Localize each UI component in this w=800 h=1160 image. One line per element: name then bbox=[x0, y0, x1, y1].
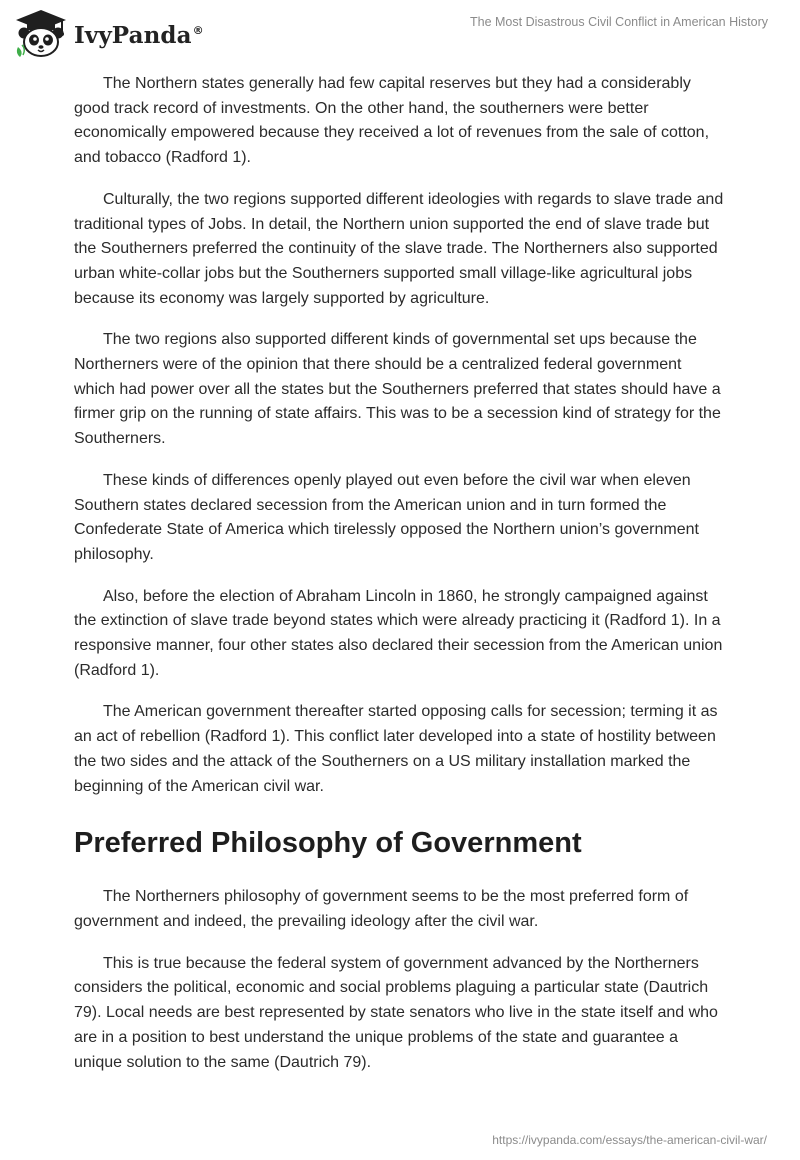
registered-mark: ® bbox=[192, 23, 204, 37]
logo-wordmark bbox=[74, 22, 204, 49]
paragraph: The Northern states generally had few capital reserves but they had a considerably good track record of investments. On the other hand, the southerners were better economically empowered because they received a lot of revenues from the sale of cotton, and tobacco (Radford 1). bbox=[74, 75, 710, 167]
paragraph: The American government thereafter started opposing calls for secession; terming it as an act of rebellion (Radford 1). This conflict later developed into a state of hostility between the two sides and the attack of the Southerners on a US military installation marked the beginning of the American civil war. bbox=[74, 703, 718, 795]
paragraph: This is true because the federal system of government advanced by the Northerners considers the political, economic and social problems plaguing a particular state (Dautrich 79). Local needs are best represented by state senators who live in the state itself and who are in a position to best understand the unique problems of the state and guarantee a unique solution to the same (Dautrich 79). bbox=[74, 954, 718, 1071]
paragraph: The Northerners philosophy of government seems to be the most preferred form of government and indeed, the prevailing ideology after the civil war. bbox=[74, 888, 689, 930]
page-header bbox=[0, 0, 800, 70]
ivypanda-logo[interactable] bbox=[14, 9, 204, 59]
paragraph: Also, before the election of Abraham Lincoln in 1860, he strongly campaigned against the extinction of slave trade beyond states which were already practicing it (Radford 1). In a responsive manner, four other states also declared their secession from the American union (Radford 1). bbox=[74, 587, 723, 679]
essay-body bbox=[74, 72, 726, 1092]
paragraph: The two regions also supported different kinds of governmental set ups because the Northerners were of the opinion that there should be a centralized federal government which had power over all the states but the Southerners preferred that states should have a firmer grip on the running of state affairs. This was to be a secession kind of strategy for the Southerners. bbox=[74, 331, 721, 448]
section-heading: Preferred Philosophy of Government bbox=[74, 827, 582, 860]
paragraph: Culturally, the two regions supported different ideologies with regards to slave trade and traditional types of Jobs. In detail, the Northern union supported the end of slave trade but the Southerners preferred the continuity of the slave trade. The Northerners also supported urban white-collar jobs but the Southerners supported small village-like agricultural jobs because its economy was largely supported by agriculture. bbox=[74, 190, 724, 307]
paragraph: These kinds of differences openly played out even before the civil war when eleven Southern states declared secession from the American union and in turn formed the Confederate State of America which tirelessly opposed the Northern union’s government philosophy. bbox=[74, 471, 699, 563]
panda-graduation-cap-icon bbox=[14, 9, 68, 59]
logo-wordmark-text: IvyPanda bbox=[74, 21, 192, 49]
source-url[interactable]: https://ivypanda.com/essays/the-american-civil-war/ bbox=[492, 1133, 767, 1147]
document-title: The Most Disastrous Civil Conflict in American History bbox=[470, 15, 768, 29]
